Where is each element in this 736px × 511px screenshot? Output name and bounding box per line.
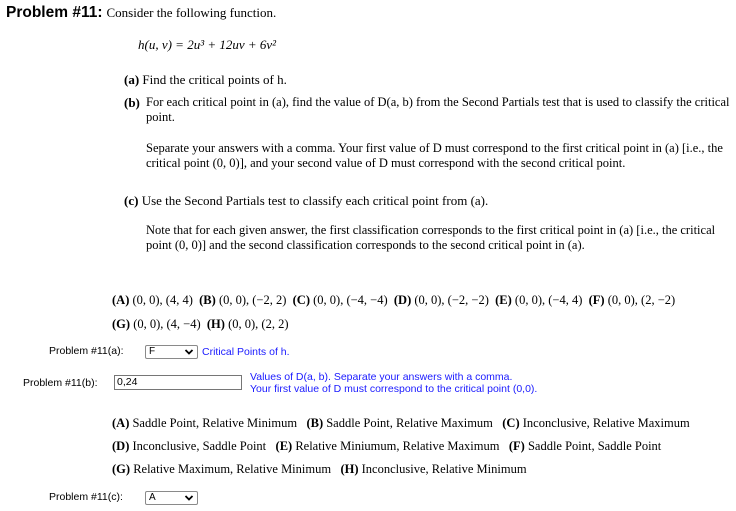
choice-c-E: (E) Relative Miniumum, Relative Maximum [275,439,500,453]
answer-b-hint-1: Values of D(a, b). Separate your answers with a comma. [250,371,513,383]
answer-a-selected: F [149,346,156,357]
part-a-label: (a) [124,72,140,87]
choice-c-B: (B) Saddle Point, Relative Maximum [306,416,493,430]
choice-a-G: (G) (0, 0), (4, −4) [112,317,201,331]
answer-a-hint: Critical Points of h. [202,346,290,358]
choices-c-row1 [112,415,690,431]
part-b-note: Separate your answers with a comma. Your first value of D must correspond to the first critical point in (a) [i.e., the critical point (0, 0)], and your second value of D must correspond with the second critical point. [146,141,723,170]
chevron-down-icon [184,493,194,503]
problem-intro: Consider the following function. [106,5,277,20]
answer-c-select[interactable] [145,491,198,505]
choice-a-E: (E) (0, 0), (−4, 4) [495,293,583,307]
part-b-label: (b) [124,95,140,110]
choice-c-H: (H) Inconclusive, Relative Minimum [340,462,527,476]
part-a [124,72,287,88]
answer-c-selected: A [149,492,156,503]
choices-a-row1 [112,292,675,308]
problem-number: Problem #11: [6,4,103,21]
choice-c-D: (D) Inconclusive, Saddle Point [112,439,267,453]
problem-header [6,4,276,22]
answer-a-label: Problem #11(a): [49,345,124,357]
choices-c-row2 [112,438,661,454]
part-c-label: (c) [124,193,139,208]
part-c [124,193,488,209]
choice-c-C: (C) Inconclusive, Relative Maximum [502,416,690,430]
answer-b-label: Problem #11(b): [23,377,98,389]
choice-c-A: (A) Saddle Point, Relative Minimum [112,416,298,430]
answer-b-input[interactable]: 0,24 [114,375,242,390]
part-c-text: Use the Second Partials test to classify each critical point from (a). [141,193,489,208]
choices-a-row2 [112,316,288,332]
function-definition: h(u, v) = 2u³ + 12uv + 6v² [138,37,277,52]
choices-c-row3 [112,461,527,477]
part-a-text: Find the critical points of h. [142,72,287,87]
part-b-text: For each critical point in (a), find the value of D(a, b) from the Second Partials test that is used to classify the critical point. [146,95,730,124]
part-c-note: Note that for each given answer, the first classification corresponds to the first critical point in (a) [i.e., the critical point (0, 0)] and the second classification corresponds to the second critical point in (a). [146,223,716,252]
choice-a-F: (F) (0, 0), (2, −2) [588,293,676,307]
choice-a-A: (A) (0, 0), (4, 4) [112,293,193,307]
choice-a-D: (D) (0, 0), (−2, −2) [393,293,489,307]
chevron-down-icon [184,347,194,357]
answer-c-label: Problem #11(c): [49,491,123,503]
choice-a-B: (B) (0, 0), (−2, 2) [199,293,287,307]
answer-b-hint-2: Your first value of D must correspond to the critical point (0,0). [250,383,538,395]
answer-a-select[interactable] [145,345,198,359]
choice-a-C: (C) (0, 0), (−4, −4) [292,293,388,307]
choice-a-H: (H) (0, 0), (2, 2) [206,317,289,331]
choice-c-F: (F) Saddle Point, Saddle Point [508,439,662,453]
choice-c-G: (G) Relative Maximum, Relative Minimum [112,462,332,476]
